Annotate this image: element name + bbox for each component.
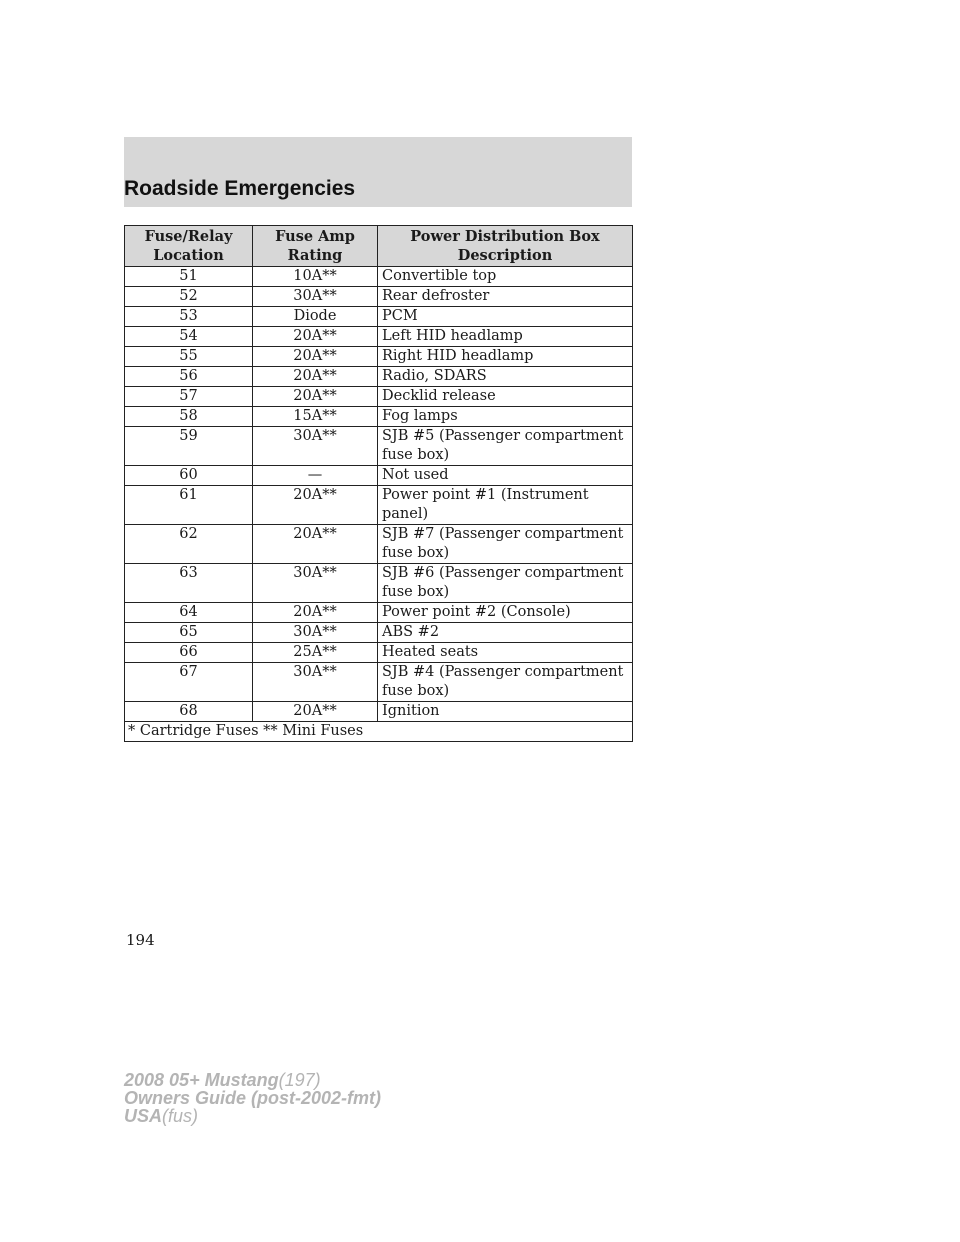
cell-description bbox=[378, 702, 633, 722]
table-row bbox=[125, 603, 633, 623]
description-line: SJB #6 (Passenger compartment bbox=[382, 565, 624, 581]
cell-description bbox=[378, 267, 633, 287]
footer-market: USA bbox=[124, 1106, 163, 1126]
cell-description bbox=[378, 623, 633, 643]
description-line: Right HID headlamp bbox=[382, 348, 534, 364]
cell-location: 60 bbox=[125, 466, 253, 486]
cell-description bbox=[378, 287, 633, 307]
cell-description bbox=[378, 486, 633, 525]
cell-location: 53 bbox=[125, 307, 253, 327]
table-footnote: * Cartridge Fuses ** Mini Fuses bbox=[125, 722, 633, 742]
cell-rating: — bbox=[253, 466, 378, 486]
footer-guide: Owners Guide (post-2002-fmt) bbox=[124, 1088, 382, 1108]
table-row bbox=[125, 267, 633, 287]
cell-location: 68 bbox=[125, 702, 253, 722]
cell-rating: 25A** bbox=[253, 643, 378, 663]
cell-rating: 15A** bbox=[253, 407, 378, 427]
table-row bbox=[125, 387, 633, 407]
footer-page-ref: (197) bbox=[278, 1070, 321, 1090]
description-line: Power point #1 (Instrument bbox=[382, 487, 589, 503]
section-header bbox=[124, 137, 632, 207]
description-line: fuse box) bbox=[382, 447, 450, 463]
cell-location: 64 bbox=[125, 603, 253, 623]
footer-model: 2008 05+ Mustang bbox=[124, 1070, 279, 1090]
cell-rating: 30A** bbox=[253, 663, 378, 702]
cell-description bbox=[378, 564, 633, 603]
cell-description bbox=[378, 427, 633, 466]
table-row bbox=[125, 623, 633, 643]
cell-rating: 20A** bbox=[253, 702, 378, 722]
description-line: PCM bbox=[382, 308, 418, 324]
cell-rating: 20A** bbox=[253, 327, 378, 347]
table-row bbox=[125, 347, 633, 367]
description-line: Left HID headlamp bbox=[382, 328, 523, 344]
table-row bbox=[125, 367, 633, 387]
table-header-row bbox=[125, 226, 633, 267]
cell-rating: 20A** bbox=[253, 603, 378, 623]
table-footnote-row bbox=[125, 722, 633, 742]
cell-description bbox=[378, 525, 633, 564]
cell-rating: 30A** bbox=[253, 623, 378, 643]
cell-rating: 10A** bbox=[253, 267, 378, 287]
cell-location: 67 bbox=[125, 663, 253, 702]
cell-description bbox=[378, 663, 633, 702]
cell-location: 65 bbox=[125, 623, 253, 643]
description-line: Heated seats bbox=[382, 644, 479, 660]
cell-rating: Diode bbox=[253, 307, 378, 327]
cell-description bbox=[378, 407, 633, 427]
header-rating: Fuse Amp Rating bbox=[253, 226, 378, 267]
table-row bbox=[125, 427, 633, 466]
cell-location: 59 bbox=[125, 427, 253, 466]
fuse-table bbox=[124, 225, 633, 742]
cell-description bbox=[378, 603, 633, 623]
description-line: Convertible top bbox=[382, 268, 497, 284]
description-line: fuse box) bbox=[382, 545, 450, 561]
description-line: Not used bbox=[382, 467, 449, 483]
cell-description bbox=[378, 347, 633, 367]
cell-rating: 30A** bbox=[253, 427, 378, 466]
cell-description bbox=[378, 466, 633, 486]
description-line: Rear defroster bbox=[382, 288, 490, 304]
table-row bbox=[125, 327, 633, 347]
cell-rating: 30A** bbox=[253, 564, 378, 603]
table-row bbox=[125, 407, 633, 427]
table-row bbox=[125, 525, 633, 564]
cell-location: 62 bbox=[125, 525, 253, 564]
table-row bbox=[125, 663, 633, 702]
table-row bbox=[125, 564, 633, 603]
cell-description bbox=[378, 327, 633, 347]
cell-location: 61 bbox=[125, 486, 253, 525]
document-footer bbox=[124, 1071, 381, 1125]
description-line: Power point #2 (Console) bbox=[382, 604, 571, 620]
description-line: Ignition bbox=[382, 703, 440, 719]
table-row bbox=[125, 702, 633, 722]
description-line: fuse box) bbox=[382, 584, 450, 600]
description-line: Decklid release bbox=[382, 388, 496, 404]
cell-rating: 20A** bbox=[253, 387, 378, 407]
footer-market-code: (fus) bbox=[162, 1106, 199, 1126]
cell-rating: 20A** bbox=[253, 486, 378, 525]
cell-description bbox=[378, 387, 633, 407]
cell-rating: 20A** bbox=[253, 525, 378, 564]
cell-location: 63 bbox=[125, 564, 253, 603]
section-title: Roadside Emergencies bbox=[124, 177, 356, 200]
table-row bbox=[125, 307, 633, 327]
cell-rating: 20A** bbox=[253, 347, 378, 367]
cell-description bbox=[378, 307, 633, 327]
description-line: ABS #2 bbox=[382, 624, 440, 640]
table-row bbox=[125, 486, 633, 525]
cell-rating: 30A** bbox=[253, 287, 378, 307]
description-line: Fog lamps bbox=[382, 408, 458, 424]
page-number: 194 bbox=[126, 931, 155, 949]
cell-description bbox=[378, 367, 633, 387]
cell-location: 52 bbox=[125, 287, 253, 307]
header-description: Power Distribution Box Description bbox=[378, 226, 633, 267]
description-line: SJB #5 (Passenger compartment bbox=[382, 428, 624, 444]
cell-location: 57 bbox=[125, 387, 253, 407]
cell-location: 66 bbox=[125, 643, 253, 663]
description-line: SJB #4 (Passenger compartment bbox=[382, 664, 624, 680]
header-location: Fuse/Relay Location bbox=[125, 226, 253, 267]
cell-location: 54 bbox=[125, 327, 253, 347]
table-row bbox=[125, 466, 633, 486]
description-line: panel) bbox=[382, 506, 429, 522]
cell-location: 56 bbox=[125, 367, 253, 387]
description-line: SJB #7 (Passenger compartment bbox=[382, 526, 624, 542]
cell-rating: 20A** bbox=[253, 367, 378, 387]
cell-location: 55 bbox=[125, 347, 253, 367]
cell-location: 58 bbox=[125, 407, 253, 427]
cell-location: 51 bbox=[125, 267, 253, 287]
cell-description bbox=[378, 643, 633, 663]
table-row bbox=[125, 287, 633, 307]
description-line: fuse box) bbox=[382, 683, 450, 699]
table-row bbox=[125, 643, 633, 663]
description-line: Radio, SDARS bbox=[382, 368, 487, 384]
